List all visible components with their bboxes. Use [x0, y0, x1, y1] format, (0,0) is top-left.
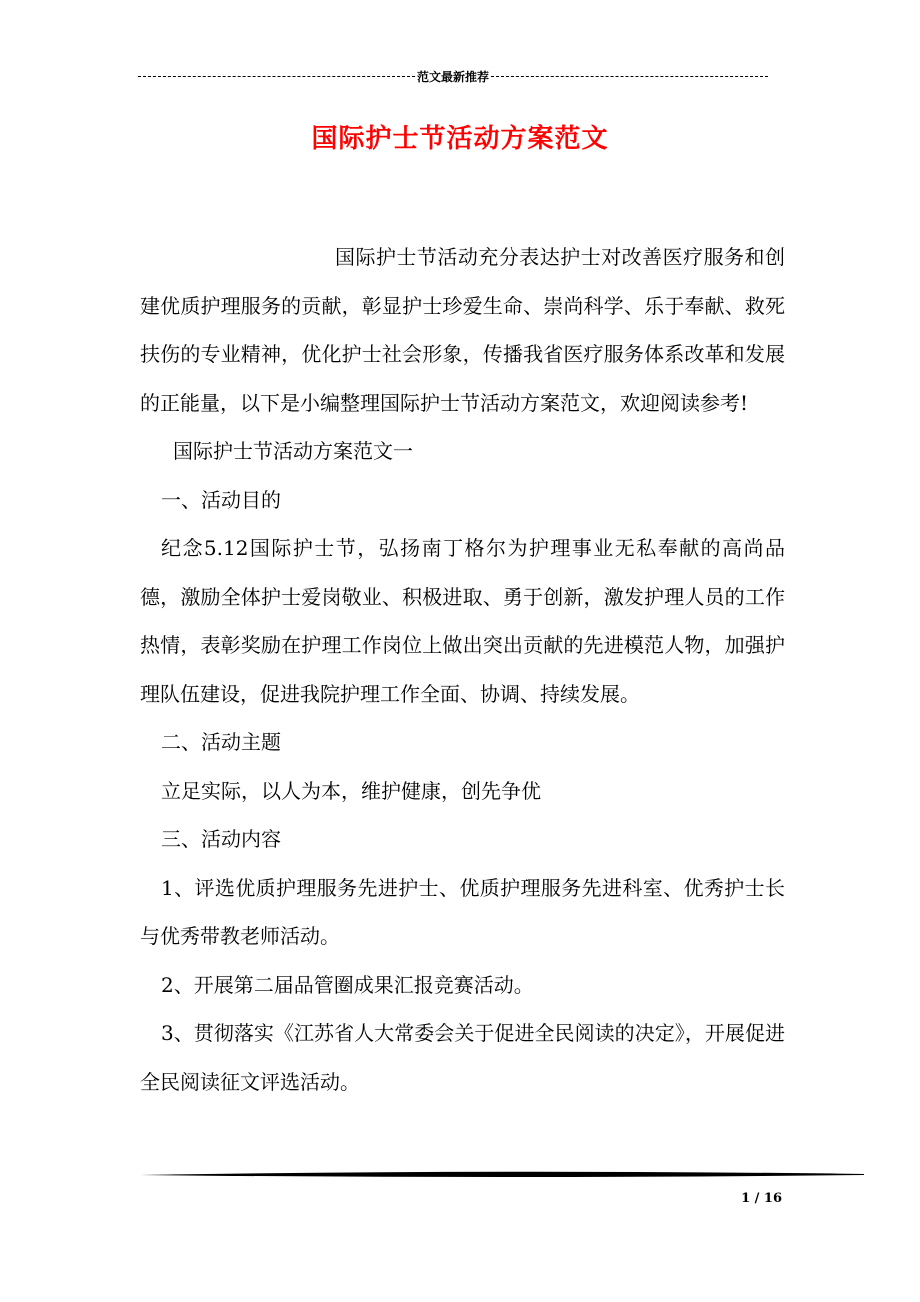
intro-paragraph: 国际护士节活动充分表达护士对改善医疗服务和创建优质护理服务的贡献，彰显护士珍爱生命、崇尚科学、乐于奉献、救死扶伤的专业精神，优化护士社会形象，传播我省医疗服务体系改革和发展的正能量，以下是小编整理国际护士节活动方案范文，欢迎阅读参考! — [140, 245, 785, 415]
section-body-purpose: 纪念5.12国际护士节，弘扬南丁格尔为护理事业无私奉献的高尚品德，激励全体护士爱岗敬业、积极进取、勇于创新，激发护理人员的工作热情，表彰奖励在护理工作岗位上做出突出贡献的先进模范人物，加强护理队伍建设，促进我院护理工作全面、协调、持续发展。 — [140, 536, 785, 706]
list-item-1: 1、评选优质护理服务先进护士、优质护理服务先进科室、优秀护士长与优秀带教老师活动。 — [140, 875, 785, 948]
document-title: 国际护士节活动方案范文 — [311, 124, 609, 154]
page-number: 1 / 16 — [741, 1191, 782, 1206]
section-heading-content: 三、活动内容 — [161, 827, 281, 851]
footer-divider — [140, 1168, 864, 1182]
subtitle: 国际护士节活动方案范文一 — [173, 439, 413, 463]
section-heading-purpose: 一、活动目的 — [161, 487, 281, 512]
section-heading-theme: 二、活动主题 — [161, 730, 281, 754]
list-item-3: 3、贯彻落实《江苏省人大常委会关于促进全民阅读的决定》，开展促进全民阅读征文评选活动。 — [140, 1021, 785, 1094]
page-header — [138, 66, 768, 86]
section-body-theme: 立足实际，以人为本，维护健康，创先争优 — [161, 778, 541, 803]
header-dash-left — [138, 76, 415, 77]
header-label: 范文最新推荐 — [417, 69, 490, 84]
list-item-2: 2、开展第二届品管圈成果汇报竞赛活动。 — [161, 972, 534, 997]
document-body — [140, 233, 785, 1106]
header-dash-right — [491, 76, 768, 77]
